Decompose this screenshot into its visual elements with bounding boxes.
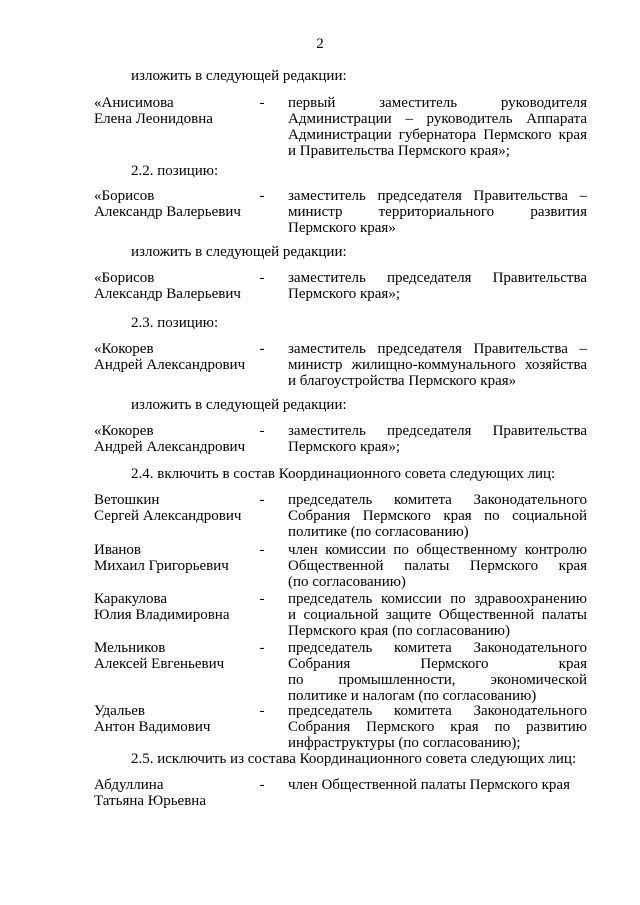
entry-position-line: Администрации – руководитель Аппарата	[288, 111, 587, 127]
entry-position-line: и благоустройства Пермского края»	[288, 373, 517, 389]
entry-name-line: Андрей Александрович	[94, 357, 246, 373]
entry-name-line: «Кокорев	[94, 423, 154, 439]
dash-separator: -	[259, 591, 265, 607]
dash-separator: -	[259, 188, 265, 204]
dash-separator: -	[259, 95, 265, 111]
person-position	[288, 341, 587, 389]
include-name-line: Алексей Евгеньевич	[94, 656, 225, 672]
entry-position-line: министр жилищно-коммунального хозяйства	[288, 357, 587, 373]
entry-position-line: заместитель председателя Правительства –	[288, 188, 587, 204]
person-name	[94, 341, 269, 373]
include-position-line: Общественной палаты Пермского края	[288, 558, 587, 574]
person-name	[94, 188, 269, 220]
person-name	[94, 640, 269, 672]
page-number: 2	[316, 36, 324, 52]
dash-separator: -	[259, 777, 265, 793]
person-position	[288, 492, 587, 540]
include-position-line: член комиссии по общественному контролю	[288, 542, 587, 558]
include-heading: 2.4. включить в состав Координационного совета следующих лиц:	[131, 466, 556, 482]
include-name-line: Сергей Александрович	[94, 508, 242, 524]
entry-name-line: Андрей Александрович	[94, 439, 246, 455]
person-name	[94, 95, 269, 127]
entry-name-line: «Кокорев	[94, 341, 154, 357]
entry-position-line: заместитель председателя Правительства –	[288, 341, 587, 357]
entry-position-line: Пермского края»;	[288, 439, 400, 455]
include-position-line: председатель комитета Законодательного	[288, 703, 587, 719]
exclude-name-line: Татьяна Юрьевна	[94, 793, 206, 809]
entry-name-line: «Борисов	[94, 188, 155, 204]
include-position-line: Собрания Пермского края	[288, 656, 587, 672]
person-name	[94, 423, 269, 455]
person-name	[94, 703, 269, 735]
include-position-line: председатель комитета Законодательного	[288, 492, 587, 508]
include-name-line: Юлия Владимировна	[94, 607, 230, 623]
section-intro: 2.2. позицию:	[131, 163, 219, 179]
person-name	[94, 591, 269, 623]
include-position-line: политике (по согласованию)	[288, 524, 469, 540]
dash-separator: -	[259, 492, 265, 508]
include-name-line: Иванов	[94, 542, 141, 558]
include-position-line: (по согласованию)	[288, 574, 406, 590]
person-position	[288, 591, 587, 639]
person-position	[288, 640, 587, 704]
entry-position-line: первый заместитель руководителя	[288, 95, 587, 111]
person-position	[288, 777, 587, 793]
entry-name-line: Александр Валерьевич	[94, 204, 241, 220]
entry-position-line: Администрации губернатора Пермского края	[288, 127, 587, 143]
entry-position-line: заместитель председателя Правительства	[288, 423, 587, 439]
include-position-line: Собрания Пермского края по развитию	[288, 719, 587, 735]
dash-separator: -	[259, 423, 265, 439]
dash-separator: -	[259, 270, 265, 286]
include-name-line: Мельников	[94, 640, 166, 656]
exclude-name-line: Абдуллина	[94, 777, 164, 793]
person-position	[288, 423, 587, 455]
include-name-line: Удальев	[94, 703, 146, 719]
include-position-line: Пермского края (по согласованию)	[288, 623, 510, 639]
section-intro: изложить в следующей редакции:	[131, 244, 347, 260]
exclude-heading: 2.5. исключить из состава Координационного совета следующих лиц:	[131, 751, 577, 767]
include-position-line: по промышленности, экономической	[288, 672, 587, 688]
dash-separator: -	[259, 640, 265, 656]
include-name-line: Антон Вадимович	[94, 719, 211, 735]
person-position	[288, 95, 587, 159]
entry-position-line: заместитель председателя Правительства	[288, 270, 587, 286]
entry-name-line: «Анисимова	[94, 95, 174, 111]
include-name-line: Ветошкин	[94, 492, 160, 508]
include-position-line: председатель комитета Законодательного	[288, 640, 587, 656]
include-name-line: Михаил Григорьевич	[94, 558, 229, 574]
entry-name-line: «Борисов	[94, 270, 155, 286]
person-name	[94, 492, 269, 524]
section-intro: изложить в следующей редакции:	[131, 397, 347, 413]
person-name	[94, 270, 269, 302]
entry-position-line: Пермского края»;	[288, 286, 400, 302]
include-name-line: Каракулова	[94, 591, 168, 607]
section-intro: изложить в следующей редакции:	[131, 68, 347, 84]
entry-position-line: министр территориального развития	[288, 204, 587, 220]
dash-separator: -	[259, 542, 265, 558]
include-position-line: Собрания Пермского края по социальной	[288, 508, 587, 524]
entry-position-line: Пермского края»	[288, 220, 396, 236]
include-position-line: и социальной защите Общественной палаты	[288, 607, 587, 623]
person-position	[288, 542, 587, 590]
dash-separator: -	[259, 341, 265, 357]
include-position-line: председатель комиссии по здравоохранению	[288, 591, 587, 607]
exclude-position-line: член Общественной палаты Пермского края	[288, 777, 570, 793]
person-position	[288, 270, 587, 302]
entry-name-line: Елена Леонидовна	[94, 111, 213, 127]
person-position	[288, 188, 587, 236]
person-name	[94, 542, 269, 574]
include-position-line: инфраструктуры (по согласованию);	[288, 735, 521, 751]
entry-position-line: и Правительства Пермского края»;	[288, 143, 510, 159]
section-intro: 2.3. позицию:	[131, 315, 219, 331]
include-position-line: политике и налогам (по согласованию)	[288, 688, 537, 704]
dash-separator: -	[259, 703, 265, 719]
person-name	[94, 777, 269, 809]
entry-name-line: Александр Валерьевич	[94, 286, 241, 302]
person-position	[288, 703, 587, 751]
